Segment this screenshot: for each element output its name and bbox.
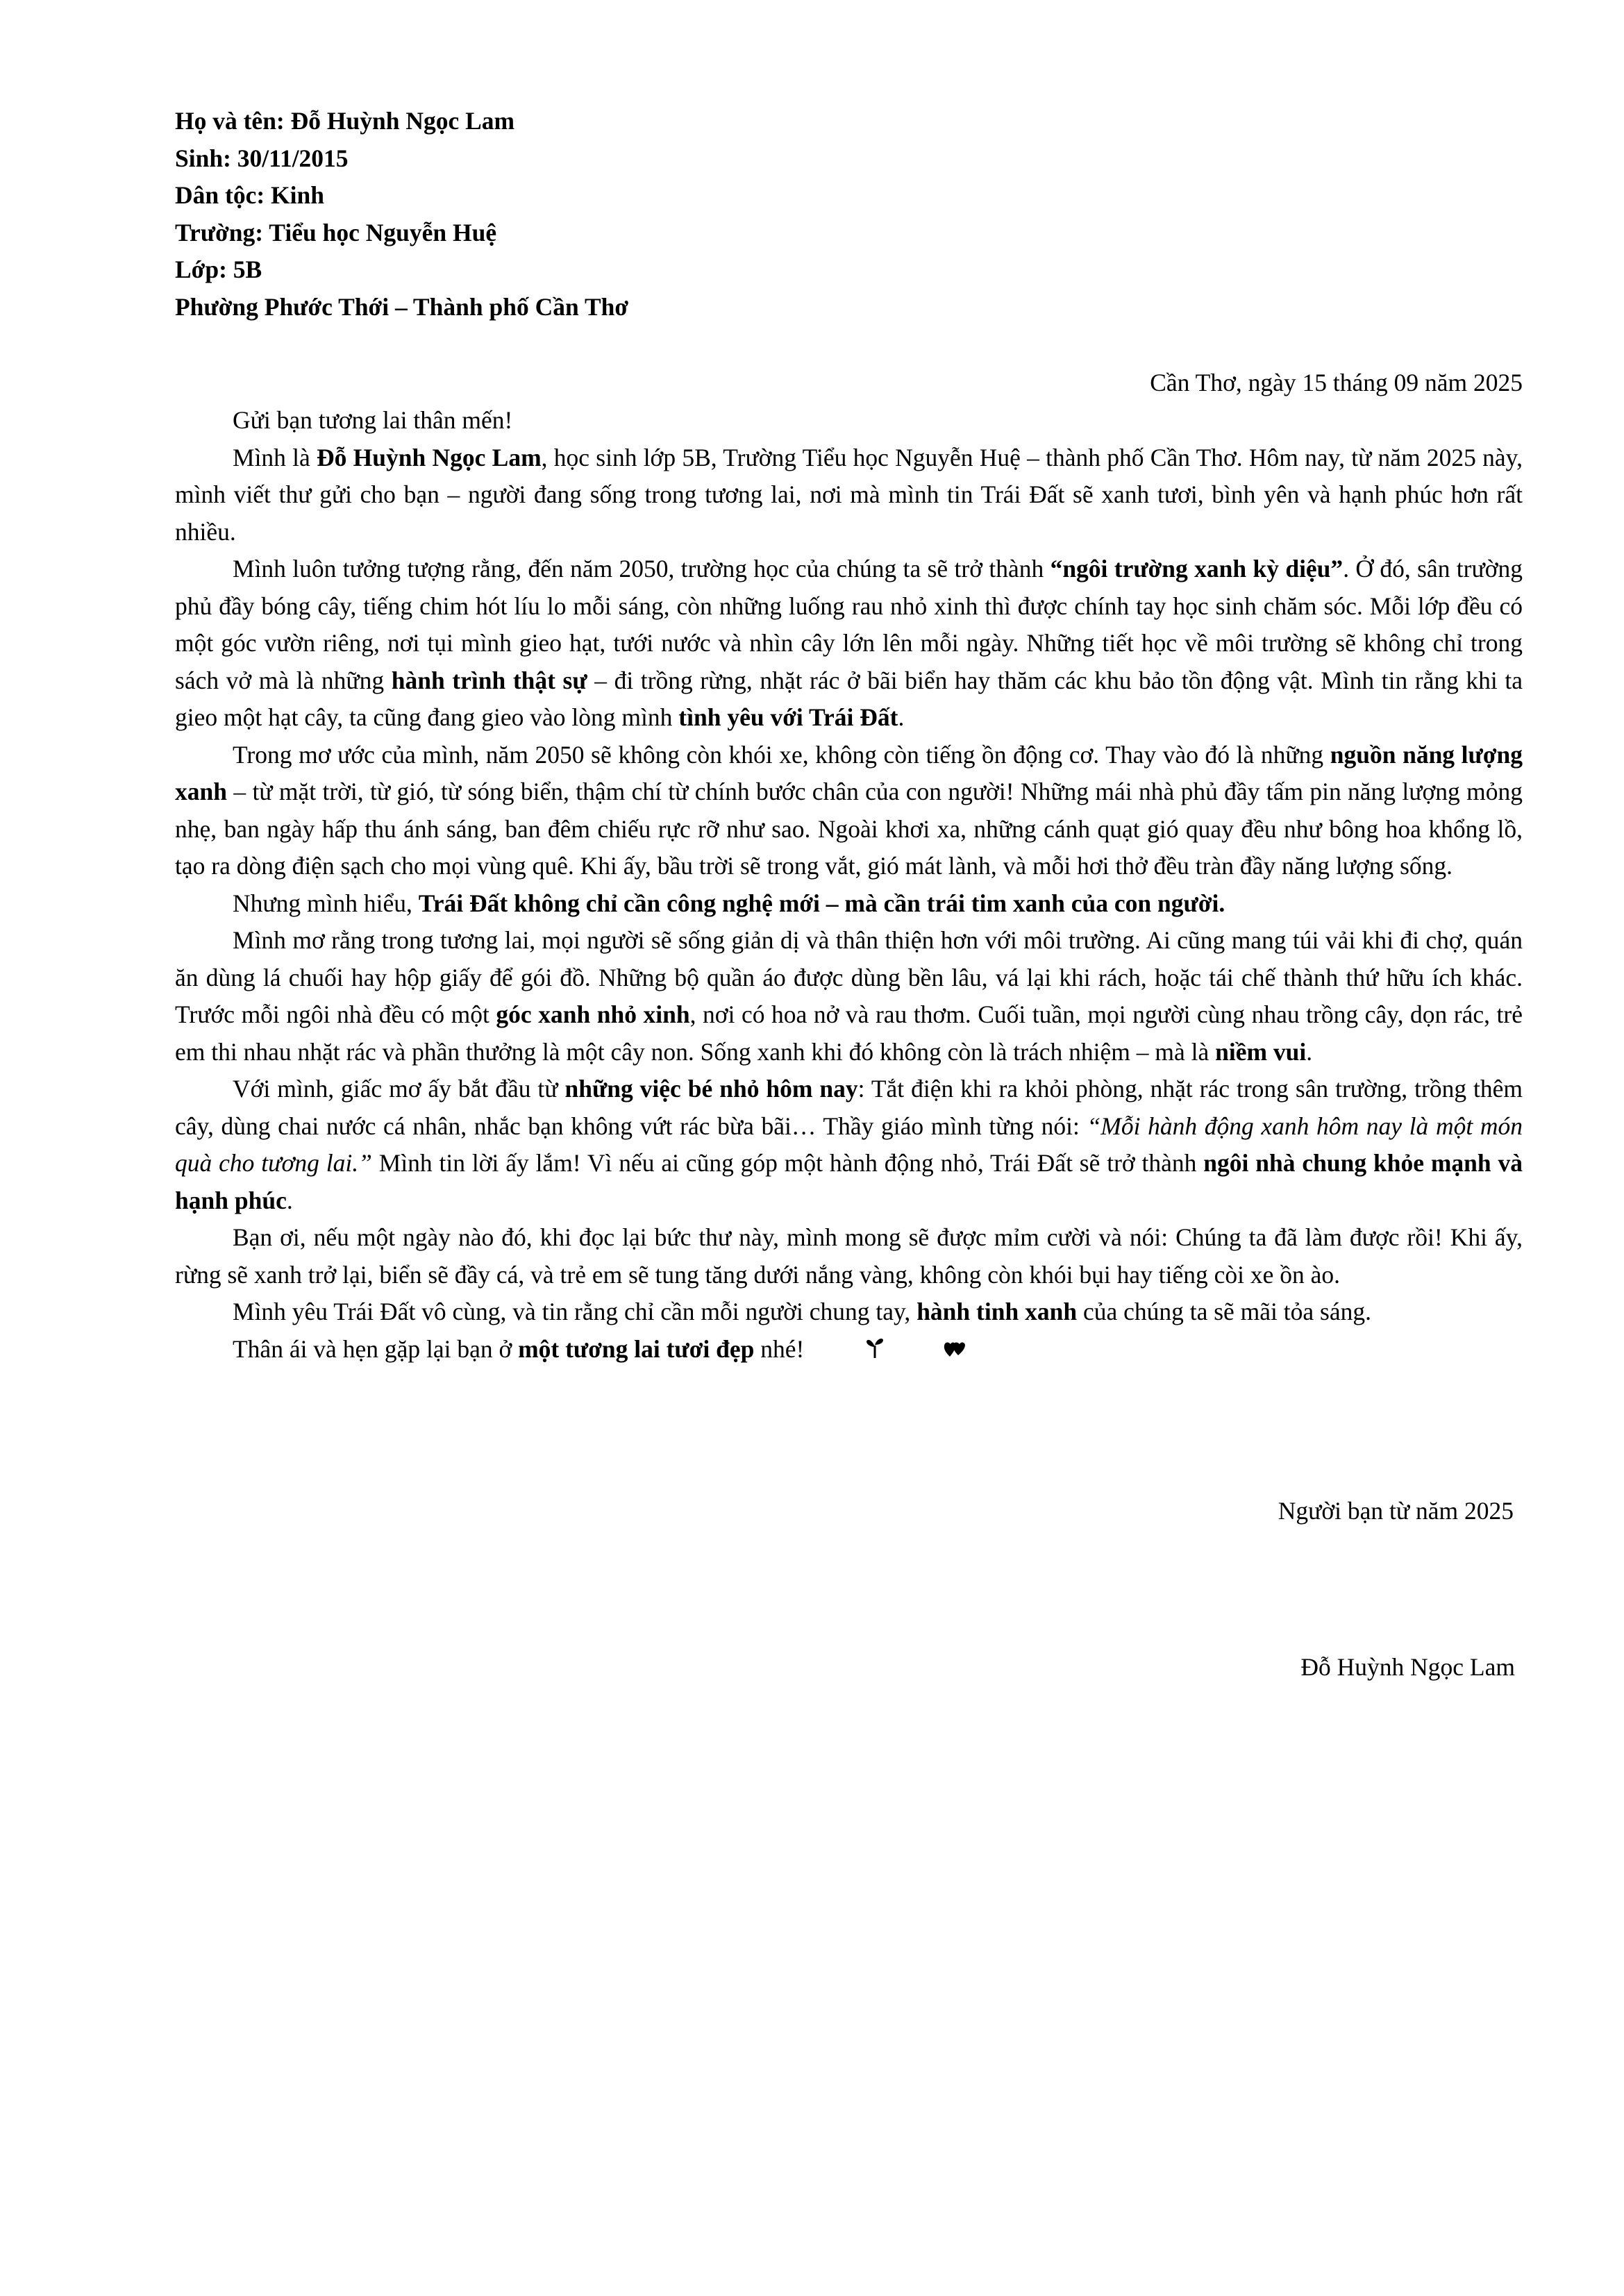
- paragraph-small-actions: [175, 1071, 1523, 1219]
- text-run: .: [898, 703, 905, 731]
- bold-run: Đỗ Huỳnh Ngọc Lam: [317, 443, 542, 471]
- text-run: Trong mơ ước của mình, năm 2050 sẽ không còn khói xe, không còn tiếng ồn động cơ. Thay vào đó là những: [233, 740, 1330, 769]
- paragraph-introduction: [175, 439, 1523, 551]
- birth-date: Sinh: 30/11/2015: [175, 144, 349, 172]
- text-run: Mình là: [233, 443, 317, 471]
- paragraph-green-living: [175, 922, 1523, 1071]
- bold-run: góc xanh nhỏ xinh: [496, 1000, 690, 1028]
- teacher-quote: “Mỗi hành động xanh hôm nay là một món quà cho tương lai.”: [175, 1112, 1523, 1177]
- letter-body: [175, 402, 1523, 1369]
- text-run: – từ mặt trời, từ gió, từ sóng biển, thậm chí từ chính bước chân của con người! Những mái nhà phủ đầy tấm pin năng lượng mỏng nhẹ, ban ngày hấp thu ánh sáng, ban đêm chiếu rực rỡ như sao. Ngoài khơi xa, những cánh quạt gió quay đều như bông hoa khổng lồ, tạo ra dòng điện sạch cho mọi vùng quê. Khi ấy, bầu trời sẽ trong vắt, gió mát lành, và mỗi hơi thở đều tràn đầy năng lượng sống.: [175, 778, 1523, 880]
- class-name: Lớp: 5B: [175, 255, 262, 283]
- bold-run: hành tinh xanh: [916, 1298, 1078, 1325]
- paragraph-future-hope: [175, 1219, 1523, 1293]
- signature-name: Đỗ Huỳnh Ngọc Lam: [1300, 1653, 1515, 1681]
- bold-run: tình yêu với Trái Đất: [678, 703, 898, 731]
- bold-run: một tương lai tươi đẹp: [518, 1334, 755, 1363]
- text-run: Mình luôn tưởng tượng rằng, đến năm 2050, trường học của chúng ta sẽ trở thành: [233, 555, 1050, 583]
- text-run: . Ở đó, sân trường phủ đầy bóng cây, tiếng chim hót líu lo mỗi sáng, còn những luống rau nhỏ xinh thì được chính tay học sinh chăm sóc. Mỗi lớp đều có một góc vườn riêng, nơi tụi mình gieo hạt, tưới nước và nhìn cây lớn lên mỗi ngày. Những tiết học về môi trường sẽ không chỉ trong sách vở mà là những: [175, 555, 1523, 694]
- student-info-header: [175, 103, 628, 326]
- paragraph-farewell: [175, 1331, 1523, 1370]
- bold-run: ngôi nhà chung khỏe mạnh và hạnh phúc: [175, 1149, 1523, 1214]
- text-run: của chúng ta sẽ mãi tỏa sáng.: [1077, 1298, 1371, 1325]
- sprout-icon: [808, 1332, 884, 1370]
- text-run: Mình mơ rằng trong tương lai, mọi người sẽ sống giản dị và thân thiện hơn với môi trường. Ai cũng mang túi vải khi đi chợ, quán ăn dùng lá chuối hay hộp giấy để gói đồ. Những bộ quần áo được dùng bền lâu, vá lại khi rách, hoặc tái chế thành thứ hữu ích khác. Trước mỗi ngôi nhà đều có một: [175, 926, 1523, 1028]
- text-run: Thân ái và hẹn gặp lại bạn ở: [233, 1334, 519, 1363]
- student-name: Họ và tên: Đỗ Huỳnh Ngọc Lam: [175, 107, 515, 135]
- date-line: Cần Thơ, ngày 15 tháng 09 năm 2025: [1150, 369, 1523, 396]
- text-run: Nhưng mình hiểu,: [233, 889, 419, 917]
- text-run: .: [1306, 1037, 1313, 1066]
- closing-line: Người bạn từ năm 2025: [1278, 1497, 1514, 1525]
- school-name: Trường: Tiểu học Nguyễn Huệ: [175, 218, 497, 246]
- bold-run: “ngôi trường xanh kỳ diệu”: [1050, 555, 1343, 583]
- text-run: Mình tin lời ấy lắm! Vì nếu ai cũng góp một hành động nhỏ, Trái Đất sẽ trở thành: [371, 1149, 1204, 1177]
- paragraph-green-heart: [175, 885, 1523, 923]
- text-run: Với mình, giấc mơ ấy bắt đầu từ: [233, 1075, 565, 1103]
- bold-run: những việc bé nhỏ hôm nay: [564, 1075, 858, 1103]
- text-run: : Tắt điện khi ra khỏi phòng, nhặt rác trong sân trường, trồng thêm cây, dùng chai nước cá nhân, nhắc bạn không vứt rác bừa bãi… Thầy giáo mình từng nói:: [175, 1075, 1523, 1140]
- ward-city: Phường Phước Thới – Thành phố Cần Thơ: [175, 292, 629, 321]
- text-run: , học sinh lớp 5B, Trường Tiểu học Nguyễn Huệ – thành phố Cần Thơ. Hôm nay, từ năm 2025 này, mình viết thư gửi cho bạn – người đang sống trong tương lai, nơi mà mình tin Trái Đất sẽ xanh tươi, bình yên và hạnh phúc hơn rất nhiều.: [175, 443, 1523, 546]
- paragraph-green-school: [175, 551, 1523, 737]
- paragraph-green-energy: [175, 737, 1523, 885]
- text-run: nhé!: [754, 1334, 805, 1363]
- bold-run: hành trình thật sự: [391, 666, 587, 694]
- ethnicity: Dân tộc: Kinh: [175, 181, 324, 209]
- text-run: , nơi có hoa nở và rau thơm. Cuối tuần, mọi người cùng nhau trồng cây, dọn rác, trẻ em thi nhau nhặt rác và phần thưởng là một cây non. Sống xanh khi đó không còn là trách nhiệm – mà là: [175, 1000, 1523, 1066]
- text-run: Mình yêu Trái Đất vô cùng, và tin rằng chỉ cần mỗi người chung tay,: [233, 1298, 917, 1325]
- paragraph-love-earth: [175, 1293, 1523, 1331]
- bold-run: nguồn năng lượng xanh: [175, 740, 1523, 805]
- text-run: .: [286, 1186, 293, 1214]
- greeting: Gửi bạn tương lai thân mến!: [233, 406, 513, 434]
- text-run: Bạn ơi, nếu một ngày nào đó, khi đọc lại bức thư này, mình mong sẽ được mỉm cười và nói: Chúng ta đã làm được rồi! Khi ấy, rừng sẽ xanh trở lại, biển sẽ đầy cá, và trẻ em sẽ tung tăng dưới nắng vàng, không còn khói bụi hay tiếng còi xe ồn ào.: [175, 1223, 1523, 1289]
- bold-run: Trái Đất không chỉ cần công nghệ mới – mà cần trái tim xanh của con người.: [418, 889, 1225, 917]
- text-run: – đi trồng rừng, nhặt rác ở bãi biển hay thăm các khu bảo tồn động vật. Mình tin rằng khi ta gieo một hạt cây, ta cũng đang gieo vào lòng mình: [175, 666, 1523, 731]
- hearts-icon: [885, 1332, 966, 1370]
- bold-run: niềm vui: [1215, 1037, 1307, 1066]
